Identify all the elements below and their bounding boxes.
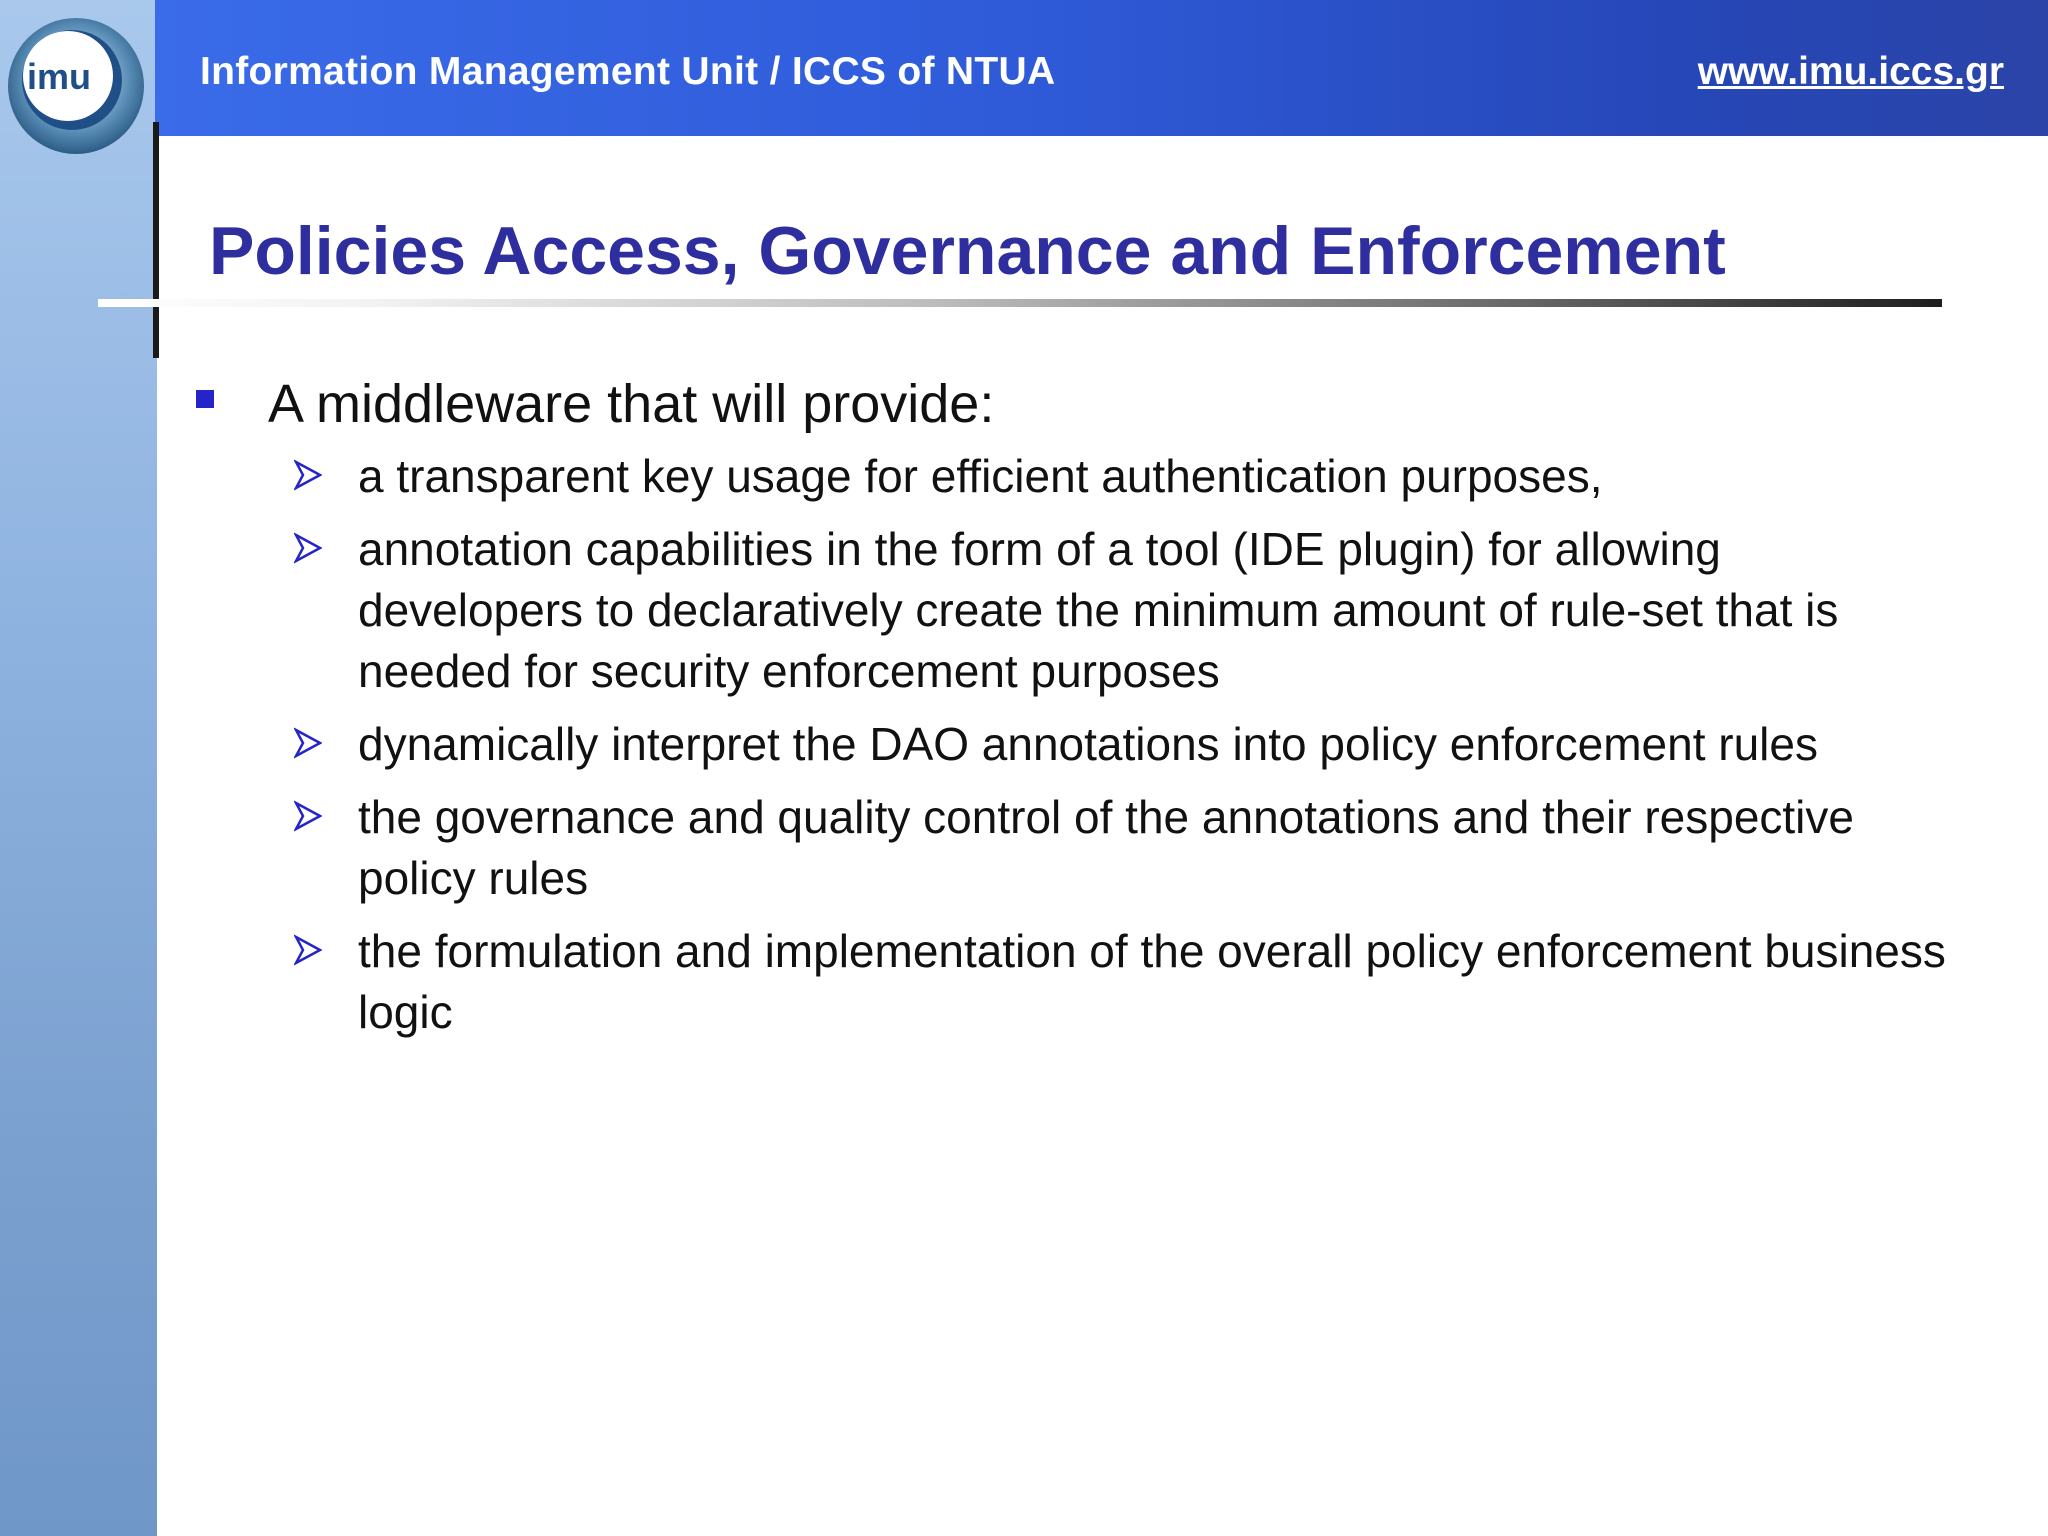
arrowhead-bullet-icon [294, 800, 322, 832]
bullet-level2 [190, 519, 1970, 702]
slide-title: Policies Access, Governance and Enforcement [209, 213, 1726, 289]
arrowhead-bullet-icon [294, 459, 322, 491]
bullet-level2-text: the governance and quality control of the annotations and their respective policy rules [358, 791, 1854, 904]
square-bullet-icon [196, 390, 214, 408]
header-website-link[interactable]: www.imu.iccs.gr [1697, 50, 2004, 93]
imu-logo [6, 4, 148, 164]
logo-text: imu [26, 56, 92, 97]
bullet-level2 [190, 921, 1970, 1043]
slide-content [190, 372, 1970, 1055]
bullet-level2 [190, 714, 1970, 775]
left-sidebar-band [0, 0, 157, 1536]
bullet-level1-text: A middleware that will provide: [268, 374, 995, 434]
arrowhead-bullet-icon [294, 934, 322, 966]
title-underline-rule [98, 299, 1942, 307]
bullet-level2 [190, 787, 1970, 909]
bullet-level2 [190, 446, 1970, 507]
bullet-level2-text: dynamically interpret the DAO annotations into policy enforcement rules [358, 718, 1818, 770]
title-vertical-accent [153, 122, 159, 358]
bullet-level2-text: the formulation and implementation of the overall policy enforcement business logic [358, 925, 1946, 1038]
bullet-level1 [190, 372, 1970, 436]
bullet-level2-text: a transparent key usage for efficient authentication purposes, [358, 450, 1603, 502]
bullet-level2-text: annotation capabilities in the form of a tool (IDE plugin) for allowing developers to declaratively create the minimum amount of rule-set that is needed for security enforcement purposes [358, 523, 1839, 697]
arrowhead-bullet-icon [294, 532, 322, 564]
arrowhead-bullet-icon [294, 727, 322, 759]
header-org-title: Information Management Unit / ICCS of NTUA [200, 50, 1056, 93]
